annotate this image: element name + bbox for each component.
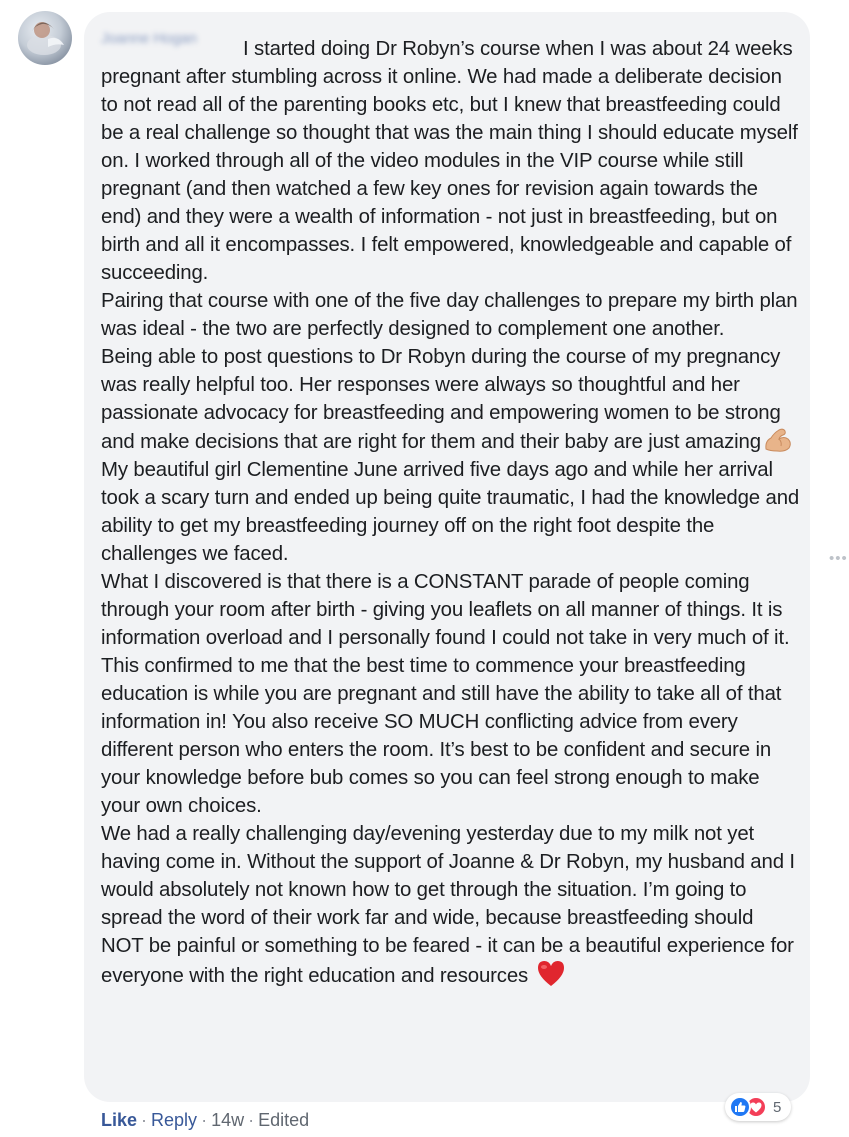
paragraph-text: We had a really challenging day/evening yesterday due to my milk not yet having come in. Without the support of Joanne & Dr Robyn, my husband and I would absolutely not known how to get through the situation. I’m going to spread the word of their work far and wide, because breastfeeding should NOT be painful or something to be feared - it can be a beautiful experience for everyone with the right education and resources [101, 823, 795, 987]
paragraph-text: My beautiful girl Clementine June arrived five days ago and while her arrival took a scary turn and ended up being quite traumatic, I had the knowledge and ability to get my breastfeeding journey off on the right foot despite the challenges we faced. [101, 459, 800, 565]
paragraph-text: Pairing that course with one of the five day challenges to prepare my birth plan was ideal - the two are perfectly designed to complement one another. [101, 290, 798, 340]
red-heart-emoji-icon [536, 960, 566, 987]
author-name[interactable]: Joanne Hogan [101, 30, 197, 47]
comment-paragraph [101, 287, 800, 343]
separator: · [201, 1110, 208, 1130]
like-reaction-icon [729, 1096, 751, 1118]
paragraph-text: I started doing Dr Robyn’s course when I was about 24 weeks pregnant after stumbling across it online. We had made a deliberate decision to not read all of the parenting books etc, but I knew that breastfeeding could be a real challenge so thought that was the main thing I should educate myself on. I worked through all of the video modules in the VIP course while still pregnant (and then watched a few key ones for revision again towards the end) and they were a wealth of information - not just in breastfeeding, but on birth and all it encompasses. I felt empowered, knowledgeable and capable of succeeding. [101, 38, 798, 284]
edited-label[interactable]: Edited [258, 1110, 310, 1130]
comment-bubble [84, 12, 810, 1102]
reply-link[interactable]: Reply [151, 1110, 198, 1130]
separator: · [141, 1110, 148, 1130]
comment-actions [101, 1108, 309, 1132]
paragraph-text: Being able to post questions to Dr Robyn during the course of my pregnancy was really helpful too. Her responses were always so thoughtful and her passionate advocacy for breastfeeding and empowering women to be strong and make decisions that are right for them and their baby are just amazing [101, 346, 781, 453]
like-link[interactable]: Like [101, 1110, 138, 1130]
profile-photo-icon [18, 11, 72, 65]
flexed-biceps-emoji-icon [763, 427, 793, 453]
avatar[interactable] [18, 11, 72, 65]
comment-paragraph [101, 25, 800, 287]
more-options-icon[interactable]: ••• [829, 550, 848, 567]
comment-paragraph [101, 456, 800, 568]
comment-paragraph [101, 820, 800, 990]
paragraph-text: What I discovered is that there is a CONSTANT parade of people coming through your room after birth - giving you leaflets on all manner of things. It is information overload and I personally found I could not take in very much of it. This confirmed to me that the best time to commence your breastfeeding education is while you are pregnant and still have the ability to take all of that information in! You also receive SO MUCH conflicting advice from every different person who enters the room. It’s best to be confident and secure in your knowledge before bub comes so you can feel strong enough to make your own choices. [101, 571, 790, 817]
reaction-summary[interactable] [725, 1093, 791, 1121]
reaction-count: 5 [773, 1098, 782, 1116]
separator: · [248, 1110, 255, 1130]
comment-body [101, 25, 800, 990]
comment-paragraph [101, 343, 800, 456]
comment-paragraph [101, 568, 800, 820]
timestamp[interactable]: 14w [211, 1110, 245, 1130]
